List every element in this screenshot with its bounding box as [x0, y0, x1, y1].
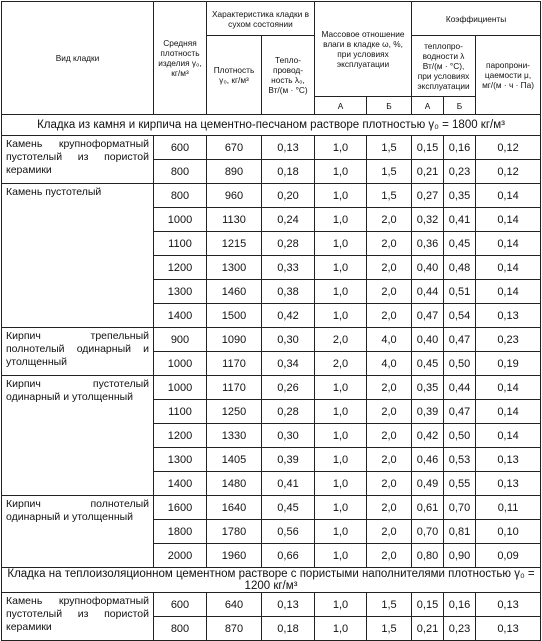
- table-cell: 0,35: [444, 184, 476, 208]
- table-cell: 0,39: [412, 400, 444, 424]
- table-cell: 600: [154, 136, 207, 160]
- table-cell: 4,0: [367, 352, 412, 376]
- table-cell: 2,0: [367, 376, 412, 400]
- table-cell: 0,40: [412, 256, 444, 280]
- table-cell: 1,5: [367, 160, 412, 184]
- table-cell: 0,14: [476, 184, 541, 208]
- table-cell: 1,0: [315, 376, 367, 400]
- table-cell: 0,24: [262, 208, 315, 232]
- table-cell: 1170: [207, 376, 262, 400]
- table-cell: 2,0: [367, 424, 412, 448]
- table-cell: 1,0: [315, 232, 367, 256]
- table-cell: 0,45: [262, 496, 315, 520]
- table-cell: 0,53: [444, 448, 476, 472]
- table-cell: 0,46: [412, 448, 444, 472]
- table-cell: 0,34: [262, 352, 315, 376]
- table-cell: 0,41: [444, 208, 476, 232]
- table-cell: 1,0: [315, 544, 367, 568]
- table-cell: 0,30: [262, 424, 315, 448]
- table-cell: 640: [207, 593, 262, 617]
- table-cell: 2,0: [367, 400, 412, 424]
- table-row: [2, 376, 541, 400]
- table-cell: 0,49: [412, 472, 444, 496]
- table-cell: 0,70: [444, 496, 476, 520]
- table-cell: 0,50: [444, 424, 476, 448]
- table-cell: 0,40: [412, 328, 444, 352]
- table-cell: 1,5: [367, 593, 412, 617]
- table-cell: 2,0: [367, 544, 412, 568]
- table-cell: 0,18: [262, 160, 315, 184]
- table-cell: 1330: [207, 424, 262, 448]
- table-cell: 670: [207, 136, 262, 160]
- table-cell: 0,19: [476, 352, 541, 376]
- table-cell: 0,13: [476, 448, 541, 472]
- table-cell: 0,15: [412, 136, 444, 160]
- table-cell: 0,11: [476, 496, 541, 520]
- table-cell: 1200: [154, 424, 207, 448]
- table-cell: 2,0: [367, 448, 412, 472]
- masonry-type: Кирпич полнотелый одинарный и утолщенный: [2, 496, 154, 568]
- table-cell: 1000: [154, 352, 207, 376]
- table-cell: 0,42: [262, 304, 315, 328]
- table-cell: 0,10: [476, 520, 541, 544]
- table-cell: 1200: [154, 256, 207, 280]
- table-cell: 2,0: [367, 520, 412, 544]
- header-vid: Вид кладки: [2, 2, 154, 115]
- table-cell: 0,14: [476, 280, 541, 304]
- table-cell: 1300: [154, 280, 207, 304]
- table-cell: 1,0: [315, 256, 367, 280]
- masonry-type: Камень крупноформатный пустотелый из пористой керамики: [2, 136, 154, 184]
- table-cell: 0,13: [476, 304, 541, 328]
- table-cell: 0,28: [262, 232, 315, 256]
- table-cell: 0,14: [476, 424, 541, 448]
- table-cell: 1215: [207, 232, 262, 256]
- table-cell: 1,0: [315, 280, 367, 304]
- header-moisture-a: А: [315, 97, 367, 115]
- table-cell: 2,0: [367, 496, 412, 520]
- table-cell: 0,28: [262, 400, 315, 424]
- table-cell: 0,35: [412, 376, 444, 400]
- table-cell: 800: [154, 184, 207, 208]
- table-cell: 0,81: [444, 520, 476, 544]
- table-cell: 1000: [154, 376, 207, 400]
- header-dry-lambda: Тепло-провод-ность λ₀, Вт/(м · °С): [262, 36, 315, 115]
- table-cell: 1,0: [315, 136, 367, 160]
- table-cell: 0,23: [444, 617, 476, 641]
- table-body: [2, 115, 541, 641]
- table-cell: 4,0: [367, 328, 412, 352]
- table-cell: 1300: [154, 448, 207, 472]
- table-cell: 1640: [207, 496, 262, 520]
- table-row: [2, 496, 541, 520]
- table-cell: 0,51: [444, 280, 476, 304]
- table-cell: 1500: [207, 304, 262, 328]
- table-cell: 0,54: [444, 304, 476, 328]
- table-cell: 0,14: [476, 208, 541, 232]
- table-cell: 1,0: [315, 520, 367, 544]
- table-cell: 0,39: [262, 448, 315, 472]
- table-cell: 0,48: [444, 256, 476, 280]
- table-cell: 0,16: [444, 593, 476, 617]
- header-moisture: Массовое отношение влаги в кладке ω, %, при условиях эксплуатации: [315, 2, 412, 97]
- table-cell: 1400: [154, 304, 207, 328]
- table-cell: 0,27: [412, 184, 444, 208]
- masonry-type: Камень крупноформатный пустотелый из пористой керамики: [2, 593, 154, 641]
- table-cell: 1960: [207, 544, 262, 568]
- table-cell: 890: [207, 160, 262, 184]
- table-cell: 2,0: [367, 232, 412, 256]
- section-title: Кладка на теплоизоляционном цементном растворе с пористыми наполнителями плотностью γ₀ = 1200 кг/м³: [2, 568, 541, 593]
- table-cell: 0,14: [476, 232, 541, 256]
- table-cell: 0,12: [476, 136, 541, 160]
- table-cell: 0,55: [444, 472, 476, 496]
- table-header: [2, 2, 541, 115]
- table-cell: 0,66: [262, 544, 315, 568]
- table-cell: 0,70: [412, 520, 444, 544]
- table-cell: 1130: [207, 208, 262, 232]
- table-cell: 0,13: [476, 617, 541, 641]
- table-cell: 0,14: [476, 376, 541, 400]
- table-cell: 0,33: [262, 256, 315, 280]
- table-cell: 2,0: [367, 280, 412, 304]
- table-cell: 1780: [207, 520, 262, 544]
- table-cell: 2,0: [367, 208, 412, 232]
- table-cell: 1,0: [315, 593, 367, 617]
- table-cell: 0,13: [476, 593, 541, 617]
- table-cell: 0,13: [476, 472, 541, 496]
- table-cell: 960: [207, 184, 262, 208]
- table-cell: 1090: [207, 328, 262, 352]
- table-cell: 1400: [154, 472, 207, 496]
- table-cell: 1,0: [315, 472, 367, 496]
- header-moisture-b: Б: [367, 97, 412, 115]
- table-cell: 0,12: [476, 160, 541, 184]
- table-cell: 2,0: [367, 256, 412, 280]
- table-cell: 0,18: [262, 617, 315, 641]
- table-cell: 870: [207, 617, 262, 641]
- table-cell: 0,15: [412, 593, 444, 617]
- table-cell: 0,50: [444, 352, 476, 376]
- table-cell: 1,0: [315, 400, 367, 424]
- table-cell: 0,45: [412, 352, 444, 376]
- header-coef: Коэффициенты: [412, 2, 541, 36]
- table-cell: 0,14: [476, 400, 541, 424]
- table-cell: 1,0: [315, 424, 367, 448]
- table-row: [2, 593, 541, 617]
- table-cell: 1405: [207, 448, 262, 472]
- table-cell: 0,21: [412, 160, 444, 184]
- table-cell: 0,47: [444, 328, 476, 352]
- table-cell: 1600: [154, 496, 207, 520]
- table-cell: 0,21: [412, 617, 444, 641]
- masonry-type: Кирпич пустотелый одинарный и утолщенный: [2, 376, 154, 496]
- table-row: [2, 136, 541, 160]
- header-lambda: теплопро-водности λ Вт/(м · °С), при условиях эксплуатации: [412, 36, 476, 97]
- table-cell: 0,23: [444, 160, 476, 184]
- table-cell: 0,56: [262, 520, 315, 544]
- table-cell: 0,44: [412, 280, 444, 304]
- section-title: Кладка из камня и кирпича на цементно-песчаном растворе плотностью γ₀ = 1800 кг/м³: [2, 115, 541, 136]
- table-cell: 1100: [154, 232, 207, 256]
- section-title-row: [2, 115, 541, 136]
- masonry-type: Камень пустотелый: [2, 184, 154, 328]
- table-cell: 0,42: [412, 424, 444, 448]
- table-cell: 800: [154, 160, 207, 184]
- table-cell: 0,47: [412, 304, 444, 328]
- table-cell: 1460: [207, 280, 262, 304]
- table-cell: 600: [154, 593, 207, 617]
- table-cell: 1250: [207, 400, 262, 424]
- table-cell: 0,09: [476, 544, 541, 568]
- header-dry-density: Плотность γ₀, кг/м³: [207, 36, 262, 115]
- section-title-row: [2, 568, 541, 593]
- table-cell: 1,5: [367, 136, 412, 160]
- table-cell: 1,0: [315, 617, 367, 641]
- table-cell: 2,0: [315, 328, 367, 352]
- table-cell: 2,0: [315, 352, 367, 376]
- table-cell: 0,47: [444, 400, 476, 424]
- table-cell: 0,16: [444, 136, 476, 160]
- table-cell: 0,41: [262, 472, 315, 496]
- table-cell: 2,0: [367, 304, 412, 328]
- table-cell: 0,45: [444, 232, 476, 256]
- table-cell: 0,80: [412, 544, 444, 568]
- table-cell: 1,0: [315, 160, 367, 184]
- table-row: [2, 328, 541, 352]
- table-cell: 1800: [154, 520, 207, 544]
- table-cell: 0,44: [444, 376, 476, 400]
- header-lambda-a: А: [412, 97, 444, 115]
- table-cell: 1,0: [315, 208, 367, 232]
- table-cell: 1,0: [315, 304, 367, 328]
- table-cell: 0,14: [476, 256, 541, 280]
- table-cell: 1,5: [367, 617, 412, 641]
- table-cell: 0,38: [262, 280, 315, 304]
- table-cell: 0,30: [262, 328, 315, 352]
- table-cell: 0,13: [262, 593, 315, 617]
- table-cell: 800: [154, 617, 207, 641]
- table-cell: 1,0: [315, 496, 367, 520]
- header-lambda-b: Б: [444, 97, 476, 115]
- table-row: [2, 184, 541, 208]
- table-cell: 0,20: [262, 184, 315, 208]
- thermal-properties-table: [1, 1, 541, 641]
- header-dry-group: Характеристика кладки в сухом состоянии: [207, 2, 315, 36]
- table-cell: 900: [154, 328, 207, 352]
- table-cell: 0,36: [412, 232, 444, 256]
- table-cell: 2000: [154, 544, 207, 568]
- table-cell: 1100: [154, 400, 207, 424]
- table-cell: 1,0: [315, 448, 367, 472]
- table-cell: 1,0: [315, 184, 367, 208]
- table-cell: 0,90: [444, 544, 476, 568]
- table-cell: 0,32: [412, 208, 444, 232]
- table-cell: 1170: [207, 352, 262, 376]
- header-mu: паропрони-цаемости μ, мг/(м · ч · Па): [476, 36, 541, 115]
- masonry-type: Кирпич трепельный полнотелый одинарный и утолщенный: [2, 328, 154, 376]
- table-cell: 0,13: [262, 136, 315, 160]
- table-cell: 1480: [207, 472, 262, 496]
- header-density: Средняя плотность изделия γ₀, кг/м³: [154, 2, 207, 115]
- table-cell: 0,26: [262, 376, 315, 400]
- table-cell: 1,5: [367, 184, 412, 208]
- table-cell: 1000: [154, 208, 207, 232]
- table-cell: 0,23: [476, 328, 541, 352]
- table-cell: 2,0: [367, 472, 412, 496]
- table-cell: 1300: [207, 256, 262, 280]
- table-cell: 0,61: [412, 496, 444, 520]
